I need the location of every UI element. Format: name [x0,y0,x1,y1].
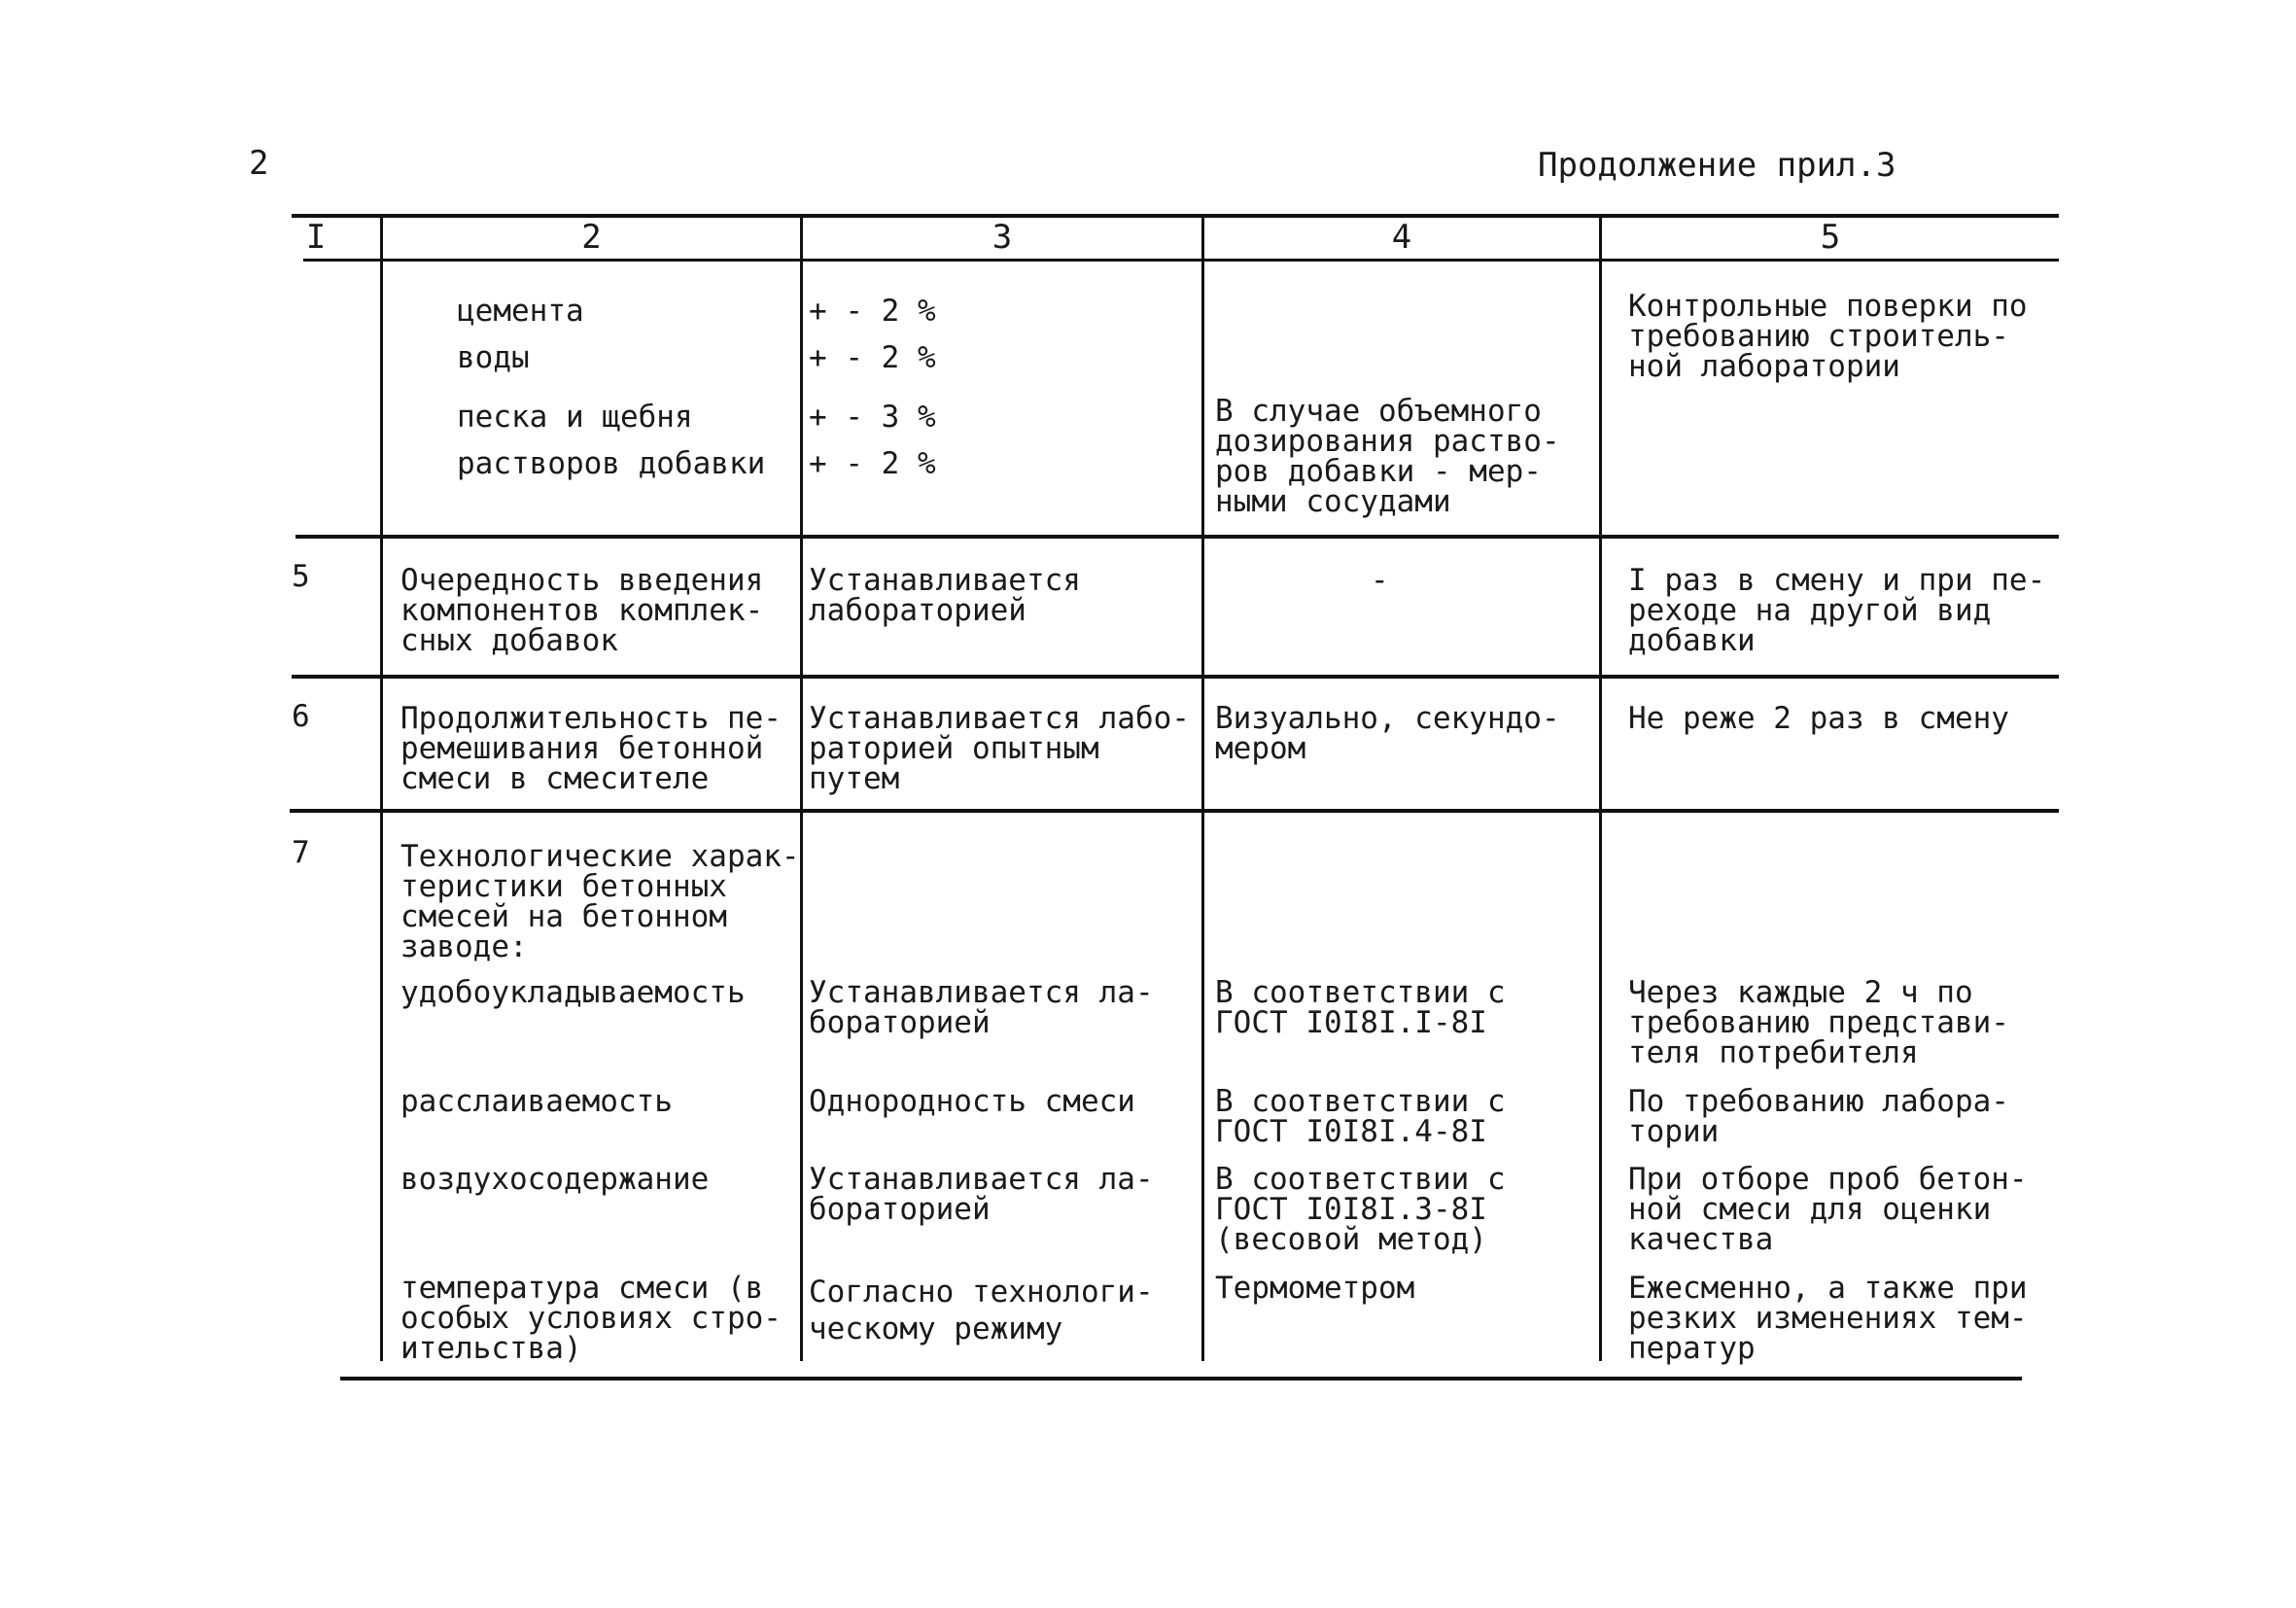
table-cell: + - 2 % + - 2 % [809,294,936,375]
column-divider [380,214,383,1361]
column-header: 4 [1391,218,1412,257]
table-cell: Устанавливается ла- бораторией [809,1162,1154,1227]
table-cell: Через каждые 2 ч по требованию представи- теля потребителя [1628,975,2009,1070]
table-cell: Устанавливается лабораторией [809,563,1081,628]
row-number: 6 [292,699,310,734]
row-number: 5 [292,559,310,594]
table-cell: температура смеси (в особых условиях стро- ительства) [400,1271,782,1366]
column-header: I [305,218,327,257]
table-cell: удобоукладываемость [400,975,746,1010]
column-header: 3 [991,218,1013,257]
column-divider [1201,214,1204,1361]
column-divider [1599,214,1602,1361]
table-cell: В случае объемного дозирования раство- ров добавки - мер- ными сосудами [1215,394,1560,519]
row-number: 7 [292,835,310,870]
table-cell: Ежесменно, а также при резких изменениях тем- ператур [1628,1271,2028,1366]
row-divider [290,809,2059,813]
table-cell: Визуально, секундо- мером [1215,701,1560,766]
table-cell: Очередность введения компонентов комплек- сных добавок [400,563,764,658]
column-header: 5 [1820,218,1841,257]
table-header-rule [303,259,2059,262]
table-cell: Не реже 2 раз в смену [1628,701,2009,736]
table-cell: При отборе проб бетон- ной смеси для оценки качества [1628,1162,2028,1257]
table-cell: По требованию лабора- тории [1628,1084,2009,1149]
table-cell: расслаиваемость [400,1084,673,1119]
table-cell: Технологические харак- теристики бетонных смесей на бетонном заводе: [400,839,800,964]
table-cell: Однородность смеси [809,1084,1135,1119]
table-cell: - [1371,563,1389,598]
table-cell: I раз в смену и при пе- реходе на другой вид добавки [1628,563,2046,658]
table-cell: Устанавливается ла- бораторией [809,975,1154,1040]
row-divider [292,675,2059,679]
table-cell: песка и щебня растворов добавки [457,400,766,481]
table-cell: В соответствии с ГОСТ I0I8I.I-8I [1215,975,1506,1040]
table-cell: Термометром [1215,1271,1415,1306]
table-cell: + - 3 % + - 2 % [809,400,936,481]
column-divider [800,214,803,1361]
table-cell: В соответствии с ГОСТ I0I8I.4-8I [1215,1084,1506,1149]
table-cell: Устанавливается лабо- раторией опытным путем [809,701,1190,796]
continuation-header: Продолжение прил.3 [1538,146,1896,185]
table-cell: Согласно технологи- ческому режиму [809,1275,1154,1346]
table-bottom-rule [340,1377,2022,1381]
row-divider [296,535,2059,539]
table-cell: воздухосодержание [400,1162,710,1197]
table-cell: цемента воды [457,294,584,375]
table-cell: Продолжительность пе- ремешивания бетонной смеси в смесителе [400,701,782,796]
table-cell: В соответствии с ГОСТ I0I8I.3-8I (весовой метод) [1215,1162,1506,1257]
page-number-mark: 2 [249,144,269,183]
table-cell: Контрольные поверки по требованию строитель- ной лаборатории [1628,289,2028,384]
column-header: 2 [581,218,602,257]
